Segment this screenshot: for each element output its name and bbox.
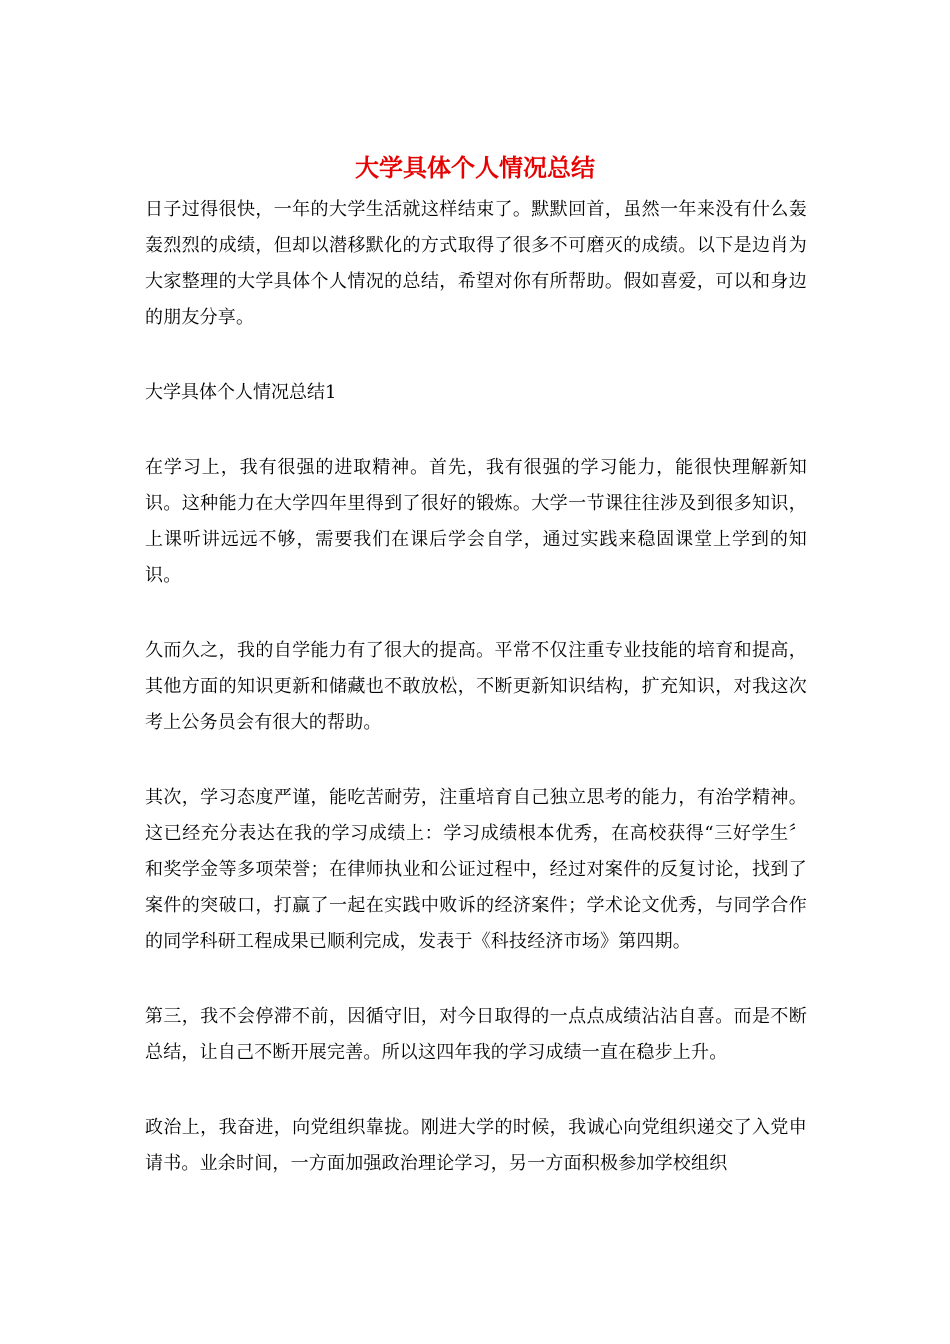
body-paragraph: 第三，我不会停滞不前，因循守旧，对今日取得的一点点成绩沾沾自喜。而是不断总结，让自己不断开展完善。所以这四年我的学习成绩一直在稳步上升。 [145,1006,807,1063]
body-paragraph: 其次，学习态度严谨，能吃苦耐劳，注重培育自己独立思考的能力，有治学精神。这已经充分表达在我的学习成绩上：学习成绩根本优秀，在高校获得“三好学生〞和奖学金等多项荣誉；在律师执业和公证过程中，经过对案件的反复讨论，找到了案件的突破口，打赢了一起在实践中败诉的经济案件；学术论文优秀，与同学合作的同学科研工程成果已顺利完成，发表于《科技经济市场》第四期。 [145,787,807,952]
section-heading: 大学具体个人情况总结1 [145,382,337,403]
document-title: 大学具体个人情况总结 [355,153,595,182]
body-paragraph: 政治上，我奋进，向党组织靠拢。刚进大学的时候，我诚心向党组织递交了入党申请书。业余时间，一方面加强政治理论学习，另一方面积极参加学校组织 [145,1117,807,1174]
intro-paragraph: 日子过得很快，一年的大学生活就这样结束了。默默回首，虽然一年来没有什么轰轰烈烈的成绩，但却以潜移默化的方式取得了很多不可磨灭的成绩。以下是边肖为大家整理的大学具体个人情况的总结，希望对你有所帮助。假如喜爱，可以和身边的朋友分享。 [145,199,807,328]
document-body [145,192,807,1221]
body-paragraph: 久而久之，我的自学能力有了很大的提高。平常不仅注重专业技能的培育和提高，其他方面的知识更新和储藏也不敢放松，不断更新知识结构，扩充知识，对我这次考上公务员会有很大的帮助。 [145,640,807,733]
body-paragraph: 在学习上，我有很强的进取精神。首先，我有很强的学习能力，能很快理解新知识。这种能力在大学四年里得到了很好的锻炼。大学一节课往往涉及到很多知识，上课听讲远远不够，需要我们在课后学会自学，通过实践来稳固课堂上学到的知识。 [145,457,807,586]
